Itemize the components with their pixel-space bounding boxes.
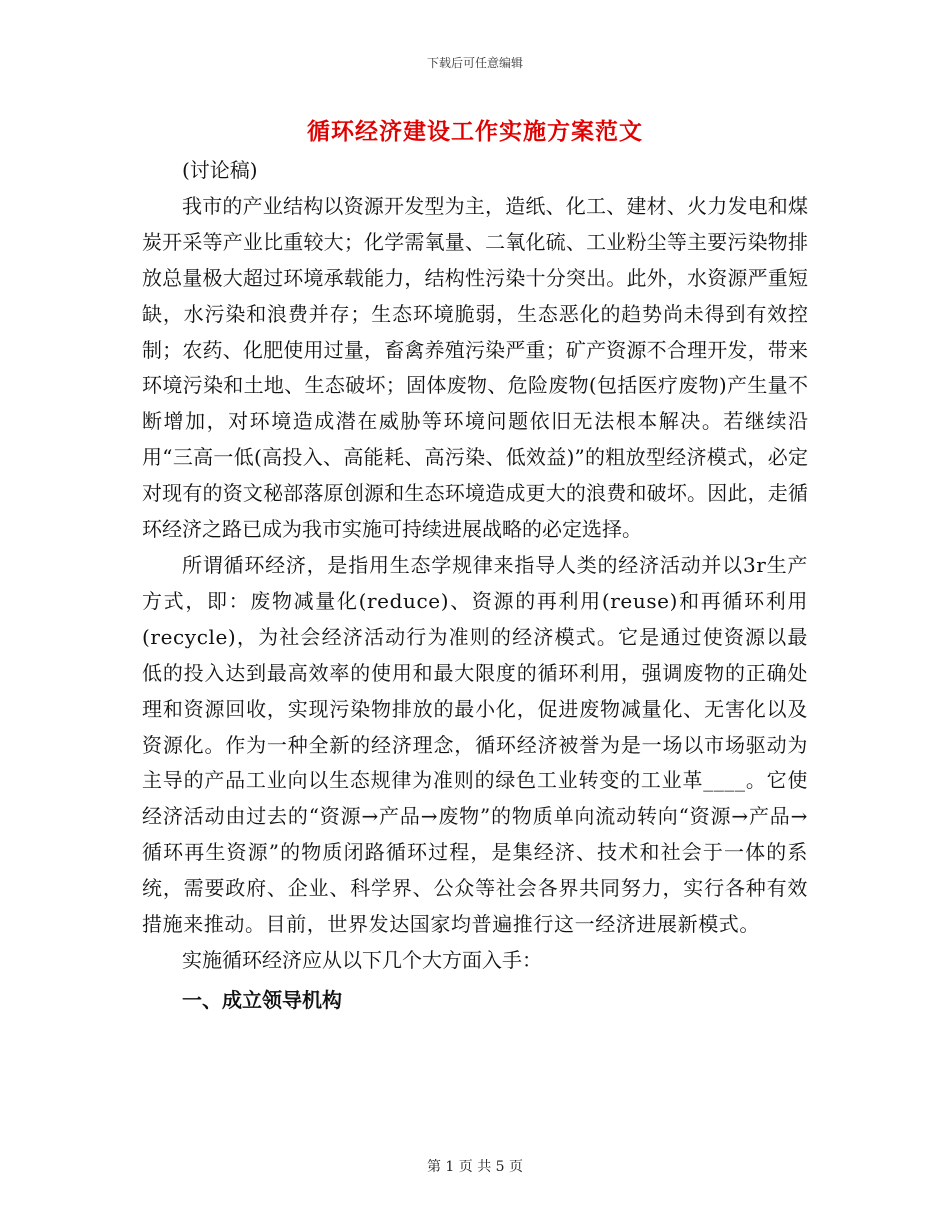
section-heading: 一、成立领导机构 (182, 987, 342, 1012)
page-footer: 第 1 页 共 5 页 (426, 1159, 524, 1175)
paragraph-3: 实施循环经济应从以下几个大方面入手： (182, 947, 542, 972)
page-header-note: 下载后可任意编辑 (426, 56, 523, 70)
paragraph-2: 所谓循环经济，是指用生态学规律来指导人类的经济活动并以3r生产方式，即：废物减量化(reduce)、资源的再利用(reuse)和再循环利用(recycle)，为社会经济活动行为准则的经济模式。它是通过使资源以最低的投入达到最高效率的使用和最大限度的循环利用，强调废物的正确处理和资源回收，实现污染物排放的最小化，促进废物减量化、无害化以及资源化。作为一种全新的经济理念，循环经济被誉为是一场以市场驱动为主导的产品工业向以生态规律为准则的绿色工业转变的工业革____。它使经济活动由过去的“资源→产品→废物”的物质单向流动转向“资源→产品→循环再生资源”的物质闭路循环过程，是集经济、技术和社会于一体的系统，需要政府、企业、科学界、公众等社会各界共同努力，实行各种有效措施来推动。目前，世界发达国家均普遍推行这一经济进展新模式。 (142, 552, 808, 937)
paragraph-1: 我市的产业结构以资源开发型为主，造纸、化工、建材、火力发电和煤炭开采等产业比重较大；化学需氧量、二氧化硫、工业粉尘等主要污染物排放总量极大超过环境承载能力，结构性污染十分突出。此外，水资源严重短缺，水污染和浪费并存；生态环境脆弱，生态恶化的趋势尚未得到有效控制；农药、化肥使用过量，畜禽养殖污染严重；矿产资源不合理开发，带来环境污染和土地、生态破坏；固体废物、危险废物(包括医疗废物)产生量不断增加，对环境造成潜在威胁等环境问题依旧无法根本解决。若继续沿用“三高一低(高投入、高能耗、高污染、低效益)”的粗放型经济模式，必定对现有的资文秘部落原创源和生态环境造成更大的浪费和破坏。因此，走循环经济之路已成为我市实施可持续进展战略的必定选择。 (142, 193, 808, 542)
document-subtitle: (讨论稿) (182, 158, 258, 182)
document-title: 循环经济建设工作实施方案范文 (307, 118, 643, 145)
document-body (142, 153, 808, 1019)
